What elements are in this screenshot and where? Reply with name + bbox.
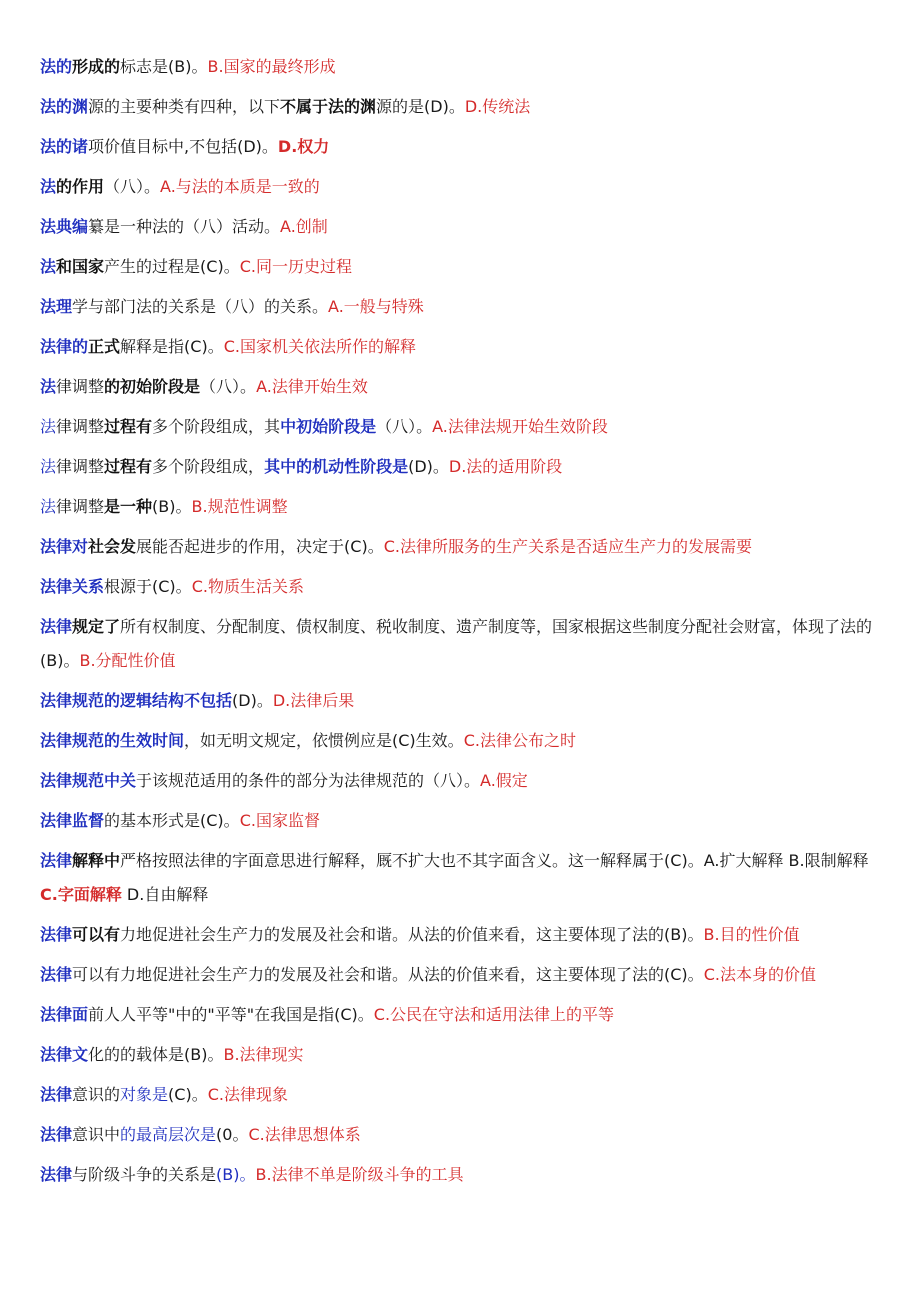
answer-text: B.法律不单是阶级斗争的工具 bbox=[255, 1165, 464, 1184]
question-text: 产生的过程是(C)。 bbox=[104, 257, 240, 276]
answer-text: A.创制 bbox=[280, 217, 328, 236]
question-text: 意识的 bbox=[72, 1085, 121, 1104]
question-text: (B)。 bbox=[216, 1165, 256, 1184]
answer-text: C.法律所服务的生产关系是否适应生产力的发展需要 bbox=[383, 537, 752, 556]
answer-text: A.法律开始生效 bbox=[256, 377, 368, 396]
question-item bbox=[40, 1158, 880, 1192]
question-text: 的初始阶段是 bbox=[104, 377, 201, 396]
question-text: 律调整 bbox=[56, 457, 105, 476]
question-text: 法 bbox=[40, 497, 57, 516]
question-item bbox=[40, 570, 880, 604]
answer-text: A.假定 bbox=[480, 771, 528, 790]
answer-text: D.法的适用阶段 bbox=[448, 457, 563, 476]
question-text: 展能否起进步的作用，决定于(C)。 bbox=[136, 537, 384, 556]
question-text: 法 bbox=[40, 457, 57, 476]
question-text: 对象是 bbox=[120, 1085, 169, 1104]
question-item bbox=[40, 958, 880, 992]
answer-text: C.法律现象 bbox=[207, 1085, 288, 1104]
question-text: 法的诸 bbox=[40, 137, 89, 156]
question-text: 法律 bbox=[40, 851, 73, 870]
answer-text: C.公民在守法和适用法律上的平等 bbox=[373, 1005, 615, 1024]
question-text: 的作用 bbox=[56, 177, 105, 196]
answer-text: C.法律思想体系 bbox=[248, 1125, 361, 1144]
question-text: 法理 bbox=[40, 297, 73, 316]
question-text: 是一种 bbox=[104, 497, 153, 516]
question-text: 规定了 bbox=[72, 617, 121, 636]
question-text: （八）。 bbox=[200, 377, 257, 396]
answer-text: C.同一历史过程 bbox=[239, 257, 352, 276]
question-item bbox=[40, 290, 880, 324]
question-item bbox=[40, 684, 880, 718]
answer-text: B.分配性价值 bbox=[79, 651, 176, 670]
question-text: 形成的 bbox=[72, 57, 121, 76]
question-text: 法典编 bbox=[40, 217, 89, 236]
question-text: 的基本形式是(C)。 bbox=[104, 811, 240, 830]
question-text: (0。 bbox=[216, 1125, 249, 1144]
question-text: 法律的 bbox=[40, 337, 89, 356]
question-text: 多个阶段组成， bbox=[152, 457, 265, 476]
question-text: 法律规范中关 bbox=[40, 771, 137, 790]
question-text: 过程有 bbox=[104, 457, 153, 476]
answer-text: C.物质生活关系 bbox=[191, 577, 304, 596]
question-text: 法律监督 bbox=[40, 811, 105, 830]
question-text: 可以有 bbox=[72, 925, 121, 944]
question-text: 法 bbox=[40, 377, 57, 396]
question-item bbox=[40, 610, 880, 678]
question-text: 法 bbox=[40, 417, 57, 436]
question-text: 法律规范的生效时间 bbox=[40, 731, 185, 750]
question-text: 法 bbox=[40, 257, 57, 276]
question-text: 过程有 bbox=[104, 417, 153, 436]
answer-text: B.国家的最终形成 bbox=[207, 57, 336, 76]
question-item bbox=[40, 998, 880, 1032]
question-item bbox=[40, 370, 880, 404]
question-text: 源的是(D)。 bbox=[376, 97, 465, 116]
question-text: 于该规范适用的条件的部分为法律规范的（八）。 bbox=[136, 771, 481, 790]
question-text: 和国家 bbox=[56, 257, 105, 276]
question-text: 其中的机动性阶段是 bbox=[264, 457, 409, 476]
question-text: (D)。 bbox=[408, 457, 449, 476]
question-text: (D)。 bbox=[232, 691, 273, 710]
question-text: 法律对 bbox=[40, 537, 89, 556]
question-text: 纂是一种法的（八）活动。 bbox=[88, 217, 281, 236]
answer-text: D.传统法 bbox=[464, 97, 531, 116]
document-page bbox=[40, 50, 880, 1198]
question-item bbox=[40, 1118, 880, 1152]
question-text: （八）。 bbox=[104, 177, 161, 196]
answer-text: D.法律后果 bbox=[272, 691, 355, 710]
question-text: (B)。 bbox=[152, 497, 192, 516]
question-text: 所有权制度、分配制度、债权制度、税收制度、遗产制度等，国家根据这些制度分配社会财富，体现了法的(B)。 bbox=[40, 617, 873, 670]
question-text-tail: D.自由解释 bbox=[121, 885, 209, 904]
question-text: 法律面 bbox=[40, 1005, 89, 1024]
question-text: 源的主要种类有四种，以下 bbox=[88, 97, 281, 116]
question-text: 法律关系 bbox=[40, 577, 105, 596]
answer-text: D.权力 bbox=[277, 137, 330, 156]
answer-text: C.国家机关依法所作的解释 bbox=[223, 337, 416, 356]
question-text: 标志是(B)。 bbox=[120, 57, 208, 76]
question-text: 解释是指(C)。 bbox=[120, 337, 224, 356]
question-text: 中初始阶段是 bbox=[280, 417, 377, 436]
question-text: 的最高层次是 bbox=[120, 1125, 217, 1144]
question-text: 多个阶段组成，其 bbox=[152, 417, 281, 436]
question-text: ，如无明文规定，依惯例应是(C)生效。 bbox=[184, 731, 464, 750]
answer-text: B.规范性调整 bbox=[191, 497, 288, 516]
question-text: 根源于(C)。 bbox=[104, 577, 192, 596]
question-text: 法的 bbox=[40, 57, 73, 76]
question-item bbox=[40, 1078, 880, 1112]
question-text: 法律文 bbox=[40, 1045, 89, 1064]
question-item bbox=[40, 530, 880, 564]
question-text: 律调整 bbox=[56, 377, 105, 396]
question-text: 与阶级斗争的关系是 bbox=[72, 1165, 217, 1184]
question-text: 正式 bbox=[88, 337, 121, 356]
question-text: 法律 bbox=[40, 1165, 73, 1184]
question-text: 可以有力地促进社会生产力的发展及社会和谐。从法的价值来看，这主要体现了法的(C)。 bbox=[72, 965, 704, 984]
question-text: 法 bbox=[40, 177, 57, 196]
question-item bbox=[40, 330, 880, 364]
question-item bbox=[40, 170, 880, 204]
answer-text: A.一般与特殊 bbox=[328, 297, 424, 316]
question-item bbox=[40, 450, 880, 484]
question-text: 社会发 bbox=[88, 537, 137, 556]
question-text: 严格按照法律的字面意思进行解释，厩不扩大也不其字面含义。这一解释属于(C)。A.扩大解释 B.限制解释 bbox=[120, 851, 869, 870]
question-item bbox=[40, 210, 880, 244]
question-text: 律调整 bbox=[56, 497, 105, 516]
answer-text: C.法本身的价值 bbox=[703, 965, 816, 984]
question-text: 解释中 bbox=[72, 851, 121, 870]
answer-text: C.国家监督 bbox=[239, 811, 320, 830]
question-item bbox=[40, 918, 880, 952]
question-item bbox=[40, 844, 880, 912]
question-text: 前人人平等"中的"平等"在我国是指(C)。 bbox=[88, 1005, 374, 1024]
question-text: 项价值目标中,不包括(D)。 bbox=[88, 137, 278, 156]
question-text: （八）。 bbox=[376, 417, 433, 436]
question-text: 力地促进社会生产力的发展及社会和谐。从法的价值来看，这主要体现了法的(B)。 bbox=[120, 925, 704, 944]
answer-text: C.字面解释 bbox=[40, 885, 122, 904]
question-text: 法律 bbox=[40, 617, 73, 636]
question-text: 法律 bbox=[40, 965, 73, 984]
question-text: 化的的载体是(B)。 bbox=[88, 1045, 224, 1064]
question-text: (C)。 bbox=[168, 1085, 208, 1104]
answer-text: B.法律现实 bbox=[223, 1045, 304, 1064]
question-item bbox=[40, 724, 880, 758]
question-item bbox=[40, 490, 880, 524]
question-text: 法律 bbox=[40, 925, 73, 944]
question-text: 法律 bbox=[40, 1085, 73, 1104]
question-item bbox=[40, 90, 880, 124]
question-text: 律调整 bbox=[56, 417, 105, 436]
question-item bbox=[40, 410, 880, 444]
answer-text: C.法律公布之时 bbox=[463, 731, 576, 750]
question-text: 法的渊 bbox=[40, 97, 89, 116]
question-item bbox=[40, 1038, 880, 1072]
question-item bbox=[40, 130, 880, 164]
answer-text: B.目的性价值 bbox=[703, 925, 800, 944]
question-item bbox=[40, 250, 880, 284]
question-text: 学与部门法的关系是（八）的关系。 bbox=[72, 297, 329, 316]
answer-text: A.与法的本质是一致的 bbox=[160, 177, 320, 196]
question-text: 法律规范的逻辑结构不包括 bbox=[40, 691, 233, 710]
question-item bbox=[40, 764, 880, 798]
question-text: 不属于法的渊 bbox=[280, 97, 377, 116]
question-item bbox=[40, 50, 880, 84]
answer-text: A.法律法规开始生效阶段 bbox=[432, 417, 608, 436]
question-item bbox=[40, 804, 880, 838]
question-text: 意识中 bbox=[72, 1125, 121, 1144]
question-text: 法律 bbox=[40, 1125, 73, 1144]
